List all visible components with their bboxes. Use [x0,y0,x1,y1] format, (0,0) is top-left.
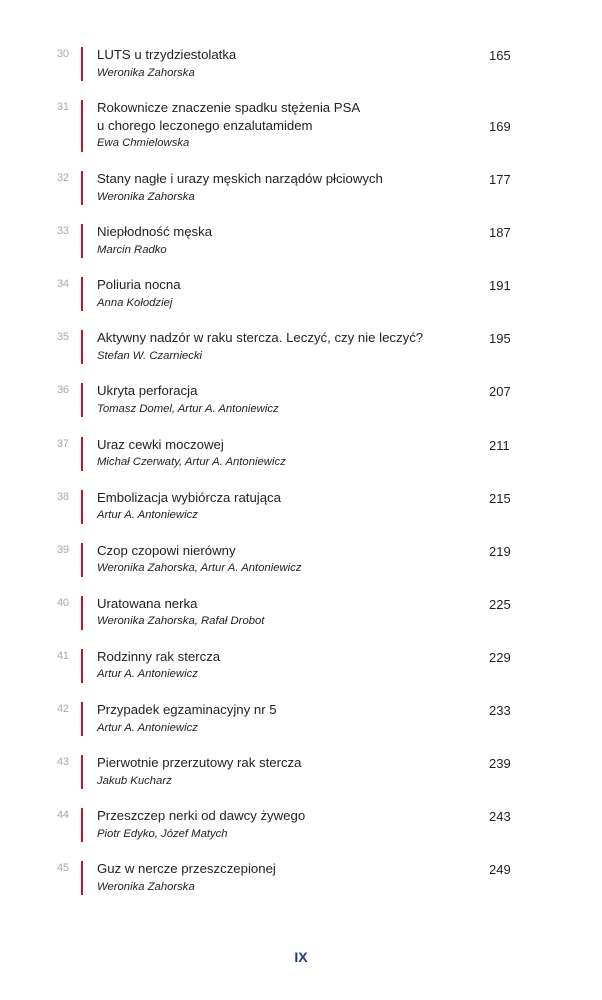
toc-entry [0,436,602,489]
chapter-author: Piotr Edyko, Józef Matych [97,827,228,840]
chapter-title: Uratowana nerka [97,595,198,611]
toc-entry [0,860,602,913]
chapter-author: Artur A. Antoniewicz [97,668,198,681]
chapter-number: 31 [57,101,69,114]
chapter-title: Przypadek egzaminacyjny nr 5 [97,702,277,718]
chapter-author: Marcin Radko [97,243,167,256]
chapter-author: Jakub Kucharz [97,774,172,787]
page-number: 225 [489,596,511,612]
chapter-title: Przeszczep nerki od dawcy żywego [97,808,306,824]
chapter-number: 30 [57,48,69,60]
chapter-title-line-1: Rokownicze znaczenie spadku stężenia PSA [97,100,361,116]
page-number: 215 [489,490,511,506]
toc-entry [0,754,602,807]
chapter-title: Niepłodność męska [97,224,213,240]
toc-entry [0,46,602,99]
accent-bar [81,100,83,152]
chapter-title: Pierwotnie przerzutowy rak stercza [97,755,302,771]
chapter-title: Aktywny nadzór w raku stercza. Leczyć, czy nie leczyć? [97,330,424,346]
chapter-author: Ewa Chmielowska [97,137,190,150]
chapter-number: 41 [57,649,69,662]
chapter-author: Weronika Zahorska, Rafał Drobot [97,615,265,628]
page-number: 219 [489,543,511,559]
chapter-title-line-2: u chorego leczonego enzalutamidem [97,117,313,133]
chapter-title: Uraz cewki moczowej [97,436,224,452]
chapter-author: Anna Kołodziej [97,296,173,309]
chapter-number: 43 [57,756,69,769]
toc-entry [0,99,602,170]
accent-bar [81,702,83,736]
chapter-number: 37 [57,437,69,450]
chapter-number: 36 [57,384,69,397]
accent-bar [81,649,83,683]
toc-entry [0,170,602,223]
accent-bar [81,47,83,81]
chapter-number: 45 [57,862,69,875]
chapter-author: Weronika Zahorska [97,880,195,893]
chapter-number: 35 [57,331,69,344]
page-number: 211 [489,437,510,453]
chapter-number: 34 [57,278,69,291]
accent-bar [81,330,83,364]
chapter-number: 32 [57,172,69,185]
toc-entry [0,701,602,754]
page-number: 207 [489,384,511,400]
chapter-title: Ukryta perforacja [97,383,198,399]
page-number: 177 [489,172,511,188]
chapter-number: 38 [57,490,69,503]
page-number: 187 [489,225,511,241]
toc-entry [0,648,602,701]
page-number: 169 [489,119,511,135]
accent-bar [81,755,83,789]
chapter-number: 44 [57,809,69,822]
chapter-title: Stany nagłe i urazy męskich narządów płciowych [97,171,383,187]
chapter-author: Stefan W. Czarniecki [97,349,203,362]
chapter-author: Weronika Zahorska [97,66,195,79]
chapter-number: 33 [57,225,69,238]
page-number: 195 [489,331,511,347]
accent-bar [81,383,83,417]
page-number: 229 [489,649,511,665]
accent-bar [81,171,83,205]
chapter-title: Rodzinny rak stercza [97,648,221,664]
page-number: 233 [489,703,511,719]
accent-bar [81,277,83,311]
chapter-title: LUTS u trzydziestolatka [97,47,237,62]
toc-entry [0,595,602,648]
accent-bar [81,543,83,577]
chapter-number: 39 [57,543,69,556]
chapter-title: Guz w nercze przeszczepionej [97,861,276,877]
chapter-title: Czop czopowi nierówny [97,542,236,558]
toc-entry [0,276,602,329]
chapter-author: Weronika Zahorska, Artur A. Antoniewicz [97,562,302,575]
chapter-author: Michał Czerwaty, Artur A. Antoniewicz [97,456,286,469]
chapter-number: 40 [57,596,69,609]
accent-bar [81,224,83,258]
toc-entry [0,489,602,542]
accent-bar [81,490,83,524]
toc-entry [0,542,602,595]
toc-entry [0,223,602,276]
page-number: 239 [489,756,511,772]
toc-entry [0,329,602,382]
chapter-title: Poliuria nocna [97,277,181,293]
chapter-title: Embolizacja wybiórcza ratująca [97,489,281,505]
page-number: 191 [489,278,511,294]
chapter-author: Weronika Zahorska [97,190,195,203]
chapter-author: Tomasz Domel, Artur A. Antoniewicz [97,402,279,415]
chapter-author: Artur A. Antoniewicz [97,721,198,734]
chapter-number: 42 [57,703,69,716]
page-number: 249 [489,862,511,878]
toc-entry [0,382,602,435]
accent-bar [81,861,83,895]
toc-entry [0,807,602,860]
page-folio: IX [294,949,308,965]
accent-bar [81,596,83,630]
chapter-author: Artur A. Antoniewicz [97,509,198,522]
table-of-contents [0,46,602,913]
accent-bar [81,808,83,842]
page-number: 165 [489,48,511,63]
page-number: 243 [489,809,511,825]
accent-bar [81,437,83,471]
